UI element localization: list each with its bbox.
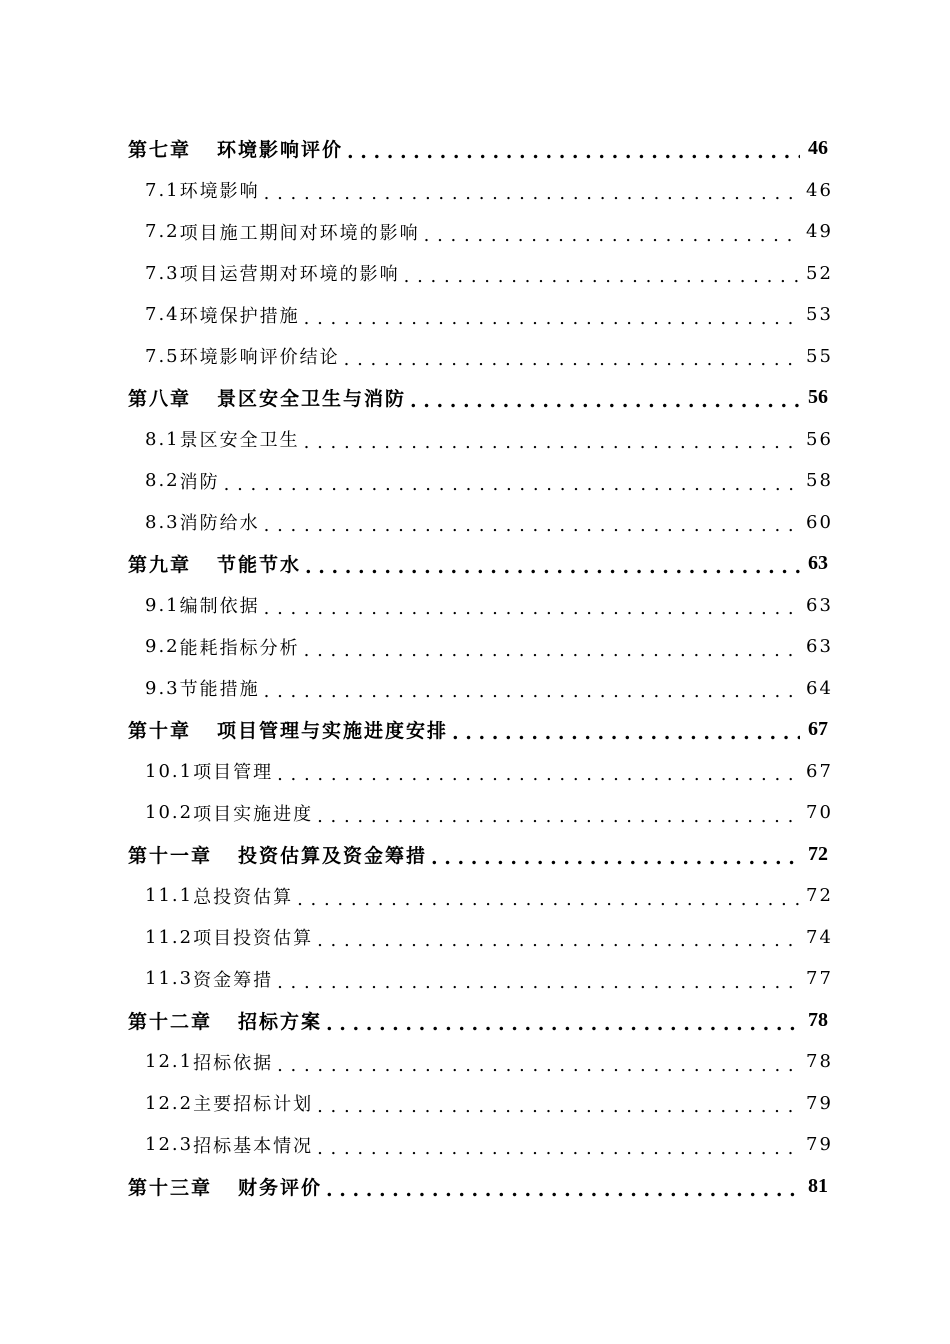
toc-entry-number: 7.4 — [145, 304, 180, 326]
toc-entry-number: 7.3 — [145, 262, 180, 284]
toc-entry-title: 环境保护措施 — [179, 305, 300, 327]
toc-page-number: 63 — [806, 636, 833, 658]
toc-dot-leader — [317, 1138, 800, 1156]
toc-page-number: 77 — [806, 968, 833, 990]
toc-page-number: 56 — [808, 386, 828, 409]
toc-page-number: 81 — [808, 1174, 828, 1197]
toc-page-number: 67 — [808, 718, 828, 741]
toc-page-number: 46 — [808, 137, 828, 160]
toc-section-entry[interactable] — [0, 502, 950, 544]
toc-dot-leader — [264, 183, 800, 201]
toc-page-number: 78 — [806, 1051, 833, 1073]
toc-page-number: 58 — [806, 470, 833, 492]
toc-section-entry[interactable] — [0, 1124, 950, 1166]
toc-entry-title: 资金筹措 — [193, 969, 274, 991]
toc-entry-title: 环境影响评价 — [217, 139, 344, 162]
toc-section-entry[interactable] — [0, 958, 950, 1000]
toc-entry-title: 消防 — [179, 471, 220, 493]
toc-page-number: 70 — [806, 802, 833, 824]
toc-entry-number: 12.1 — [145, 1051, 194, 1073]
toc-entry-title: 项目实施进度 — [193, 803, 314, 825]
toc-dot-leader — [304, 640, 800, 658]
toc-dot-leader — [452, 722, 800, 741]
toc-entry-number: 11.2 — [145, 926, 194, 948]
toc-entry-number: 9.1 — [145, 594, 180, 616]
toc-dot-leader — [277, 764, 800, 782]
toc-chapter-entry[interactable] — [0, 1000, 950, 1042]
toc-entry-title: 招标基本情况 — [193, 1135, 314, 1157]
toc-chapter-entry[interactable] — [0, 128, 950, 170]
toc-dot-leader — [317, 806, 800, 824]
toc-entry-number: 12.3 — [145, 1134, 194, 1156]
toc-section-entry[interactable] — [0, 294, 950, 336]
toc-entry-number: 9.3 — [145, 677, 180, 699]
toc-entry-title: 投资估算及资金筹措 — [238, 844, 428, 867]
toc-chapter-entry[interactable] — [0, 377, 950, 419]
toc-entry-title: 消防给水 — [179, 513, 260, 535]
toc-dot-leader — [304, 432, 800, 450]
toc-entry-number: 8.1 — [145, 428, 180, 450]
toc-page-number: 64 — [806, 677, 833, 699]
toc-entry-title: 环境影响评价结论 — [179, 347, 340, 369]
toc-dot-leader — [304, 308, 800, 326]
toc-entry-title: 节能措施 — [179, 679, 260, 701]
toc-entry-title: 财务评价 — [238, 1176, 323, 1199]
toc-page-number: 63 — [808, 552, 828, 575]
toc-entry-number: 8.3 — [145, 511, 180, 533]
toc-entry-number: 11.1 — [145, 885, 194, 907]
table-of-contents — [0, 128, 950, 1207]
toc-entry-number: 11.3 — [145, 968, 194, 990]
toc-page-number: 78 — [808, 1008, 828, 1031]
toc-entry-title: 总投资估算 — [193, 886, 294, 908]
toc-chapter-entry[interactable] — [0, 709, 950, 751]
toc-dot-leader — [431, 847, 800, 866]
toc-dot-leader — [277, 972, 800, 990]
toc-section-entry[interactable] — [0, 211, 950, 253]
toc-entry-title: 项目运营期对环境的影响 — [179, 264, 400, 286]
toc-section-entry[interactable] — [0, 1041, 950, 1083]
toc-dot-leader — [404, 266, 800, 284]
toc-dot-leader — [326, 1013, 800, 1032]
toc-dot-leader — [317, 930, 800, 948]
toc-dot-leader — [410, 390, 800, 409]
toc-chapter-entry[interactable] — [0, 543, 950, 585]
toc-page-number: 49 — [806, 221, 833, 243]
toc-dot-leader — [424, 225, 800, 243]
toc-entry-number: 7.5 — [145, 345, 180, 367]
toc-page-number: 79 — [806, 1092, 833, 1114]
toc-entry-number: 8.2 — [145, 470, 180, 492]
toc-dot-leader — [264, 515, 800, 533]
toc-dot-leader — [264, 681, 800, 699]
toc-entry-number: 9.2 — [145, 636, 180, 658]
toc-page-number: 79 — [806, 1134, 833, 1156]
toc-entry-title: 招标依据 — [193, 1052, 274, 1074]
toc-chapter-entry[interactable] — [0, 834, 950, 876]
toc-entry-number: 7.1 — [145, 179, 180, 201]
toc-dot-leader — [347, 141, 800, 160]
toc-entry-title: 项目投资估算 — [193, 928, 314, 950]
toc-page-number: 74 — [806, 926, 833, 948]
toc-page-number: 55 — [806, 345, 833, 367]
toc-entry-number: 10.1 — [145, 760, 194, 782]
toc-entry-number: 第八章 — [128, 388, 192, 411]
toc-page-number: 67 — [806, 760, 833, 782]
toc-page-number: 60 — [806, 511, 833, 533]
toc-entry-title: 招标方案 — [238, 1010, 323, 1033]
toc-entry-number: 10.2 — [145, 802, 194, 824]
toc-entry-number: 第十章 — [128, 720, 192, 743]
toc-page-number: 72 — [808, 842, 828, 865]
toc-dot-leader — [317, 1096, 800, 1114]
toc-entry-title: 编制依据 — [179, 596, 260, 618]
toc-section-entry[interactable] — [0, 585, 950, 627]
toc-entry-title: 节能节水 — [217, 554, 302, 577]
toc-section-entry[interactable] — [0, 792, 950, 834]
toc-section-entry[interactable] — [0, 1083, 950, 1125]
toc-section-entry[interactable] — [0, 336, 950, 378]
toc-page-number: 46 — [806, 179, 833, 201]
toc-entry-title: 项目施工期间对环境的影响 — [179, 222, 420, 244]
toc-page-number: 53 — [806, 304, 833, 326]
toc-section-entry[interactable] — [0, 626, 950, 668]
toc-entry-number: 第十一章 — [128, 844, 213, 867]
toc-entry-title: 项目管理 — [193, 762, 274, 784]
toc-page-number: 56 — [806, 428, 833, 450]
toc-section-entry[interactable] — [0, 419, 950, 461]
toc-dot-leader — [277, 1055, 800, 1073]
toc-section-entry[interactable] — [0, 875, 950, 917]
toc-entry-number: 第十三章 — [128, 1176, 213, 1199]
toc-entry-number: 12.2 — [145, 1092, 194, 1114]
toc-section-entry[interactable] — [0, 170, 950, 212]
toc-entry-number: 7.2 — [145, 221, 180, 243]
toc-section-entry[interactable] — [0, 253, 950, 295]
toc-entry-title: 景区安全卫生 — [179, 430, 300, 452]
toc-dot-leader — [297, 889, 800, 907]
toc-entry-number: 第七章 — [128, 139, 192, 162]
toc-dot-leader — [305, 556, 800, 575]
toc-dot-leader — [264, 598, 800, 616]
toc-dot-leader — [344, 349, 800, 367]
toc-entry-number: 第十二章 — [128, 1010, 213, 1033]
toc-entry-title: 项目管理与实施进度安排 — [217, 720, 449, 743]
toc-entry-title: 能耗指标分析 — [179, 637, 300, 659]
toc-chapter-entry[interactable] — [0, 1166, 950, 1208]
toc-dot-leader — [224, 474, 800, 492]
toc-dot-leader — [326, 1179, 800, 1198]
toc-section-entry[interactable] — [0, 460, 950, 502]
toc-page-number: 52 — [806, 262, 833, 284]
toc-section-entry[interactable] — [0, 668, 950, 710]
toc-section-entry[interactable] — [0, 917, 950, 959]
toc-entry-title: 环境影响 — [179, 181, 260, 203]
toc-page-number: 72 — [806, 885, 833, 907]
toc-entry-number: 第九章 — [128, 554, 192, 577]
toc-entry-title: 景区安全卫生与消防 — [217, 388, 407, 411]
toc-page-number: 63 — [806, 594, 833, 616]
toc-entry-title: 主要招标计划 — [193, 1094, 314, 1116]
toc-section-entry[interactable] — [0, 751, 950, 793]
